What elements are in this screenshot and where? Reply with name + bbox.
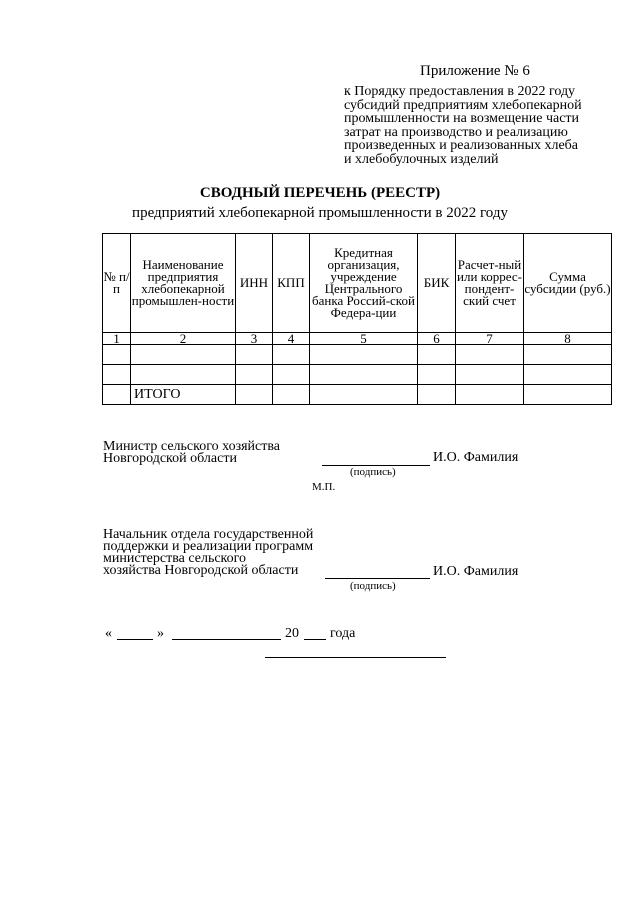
minister-position [103,441,280,465]
table-header-row [103,234,612,333]
appendix-line: затрат на производство и реализацию [344,124,568,140]
header-cell-number: № п/п [103,234,131,333]
appendix-line: и хлебобулочных изделий [344,151,499,167]
header-cell-account: Расчет-ный или коррес-пондент-ский счет [456,234,524,333]
minister-position-line: Министр сельского хозяйства [103,439,280,454]
date-close-quote: » [157,626,164,641]
column-number: 8 [524,333,612,345]
appendix-line: к Порядку предоставления в 2022 году [344,84,576,99]
head-position-line: хозяйства Новгородской области [103,563,299,578]
column-number: 2 [131,333,236,345]
appendix-line: субсидий предприятиям хлебопекарной [344,97,582,113]
minister-name: И.О. Фамилия [433,450,519,465]
total-label: ИТОГО [131,385,236,405]
column-number: 1 [103,333,131,345]
minister-signature-caption: (подпись) [350,466,396,478]
header-cell-amount: Сумма субсидии (руб.) [524,234,612,333]
column-number: 3 [236,333,273,345]
date-day-line [117,639,153,640]
column-number: 4 [273,333,310,345]
header-cell-inn: ИНН [236,234,273,333]
head-signature-caption: (подпись) [350,580,396,592]
appendix-title: Приложение № 6 [420,63,530,79]
head-name: И.О. Фамилия [433,564,519,579]
table-row [103,365,612,385]
column-number: 5 [310,333,418,345]
column-number: 6 [418,333,456,345]
head-position-line: Начальник отдела государственной [103,527,314,542]
appendix-line: промышленности на возмещение части [344,111,580,126]
header-cell-kpp: КПП [273,234,310,333]
appendix-text [344,85,614,166]
column-number-row [103,333,612,345]
column-number: 7 [456,333,524,345]
date-year-line [304,639,326,640]
table-row [103,345,612,365]
head-position [103,529,313,577]
header-cell-name: Наименование предприятия хлебопекарной промышлен-ности [131,234,236,333]
stamp-placeholder: М.П. [312,481,336,493]
header-cell-bik: БИК [418,234,456,333]
registry-table [102,233,612,405]
date-year-suffix: года [330,626,356,641]
date-year-prefix: 20 [285,626,299,641]
total-row [103,385,612,405]
document-title: СВОДНЫЙ ПЕРЕЧЕНЬ (РЕЕСТР) [199,185,441,201]
head-position-line: поддержки и реализации программ [103,539,314,554]
document-subtitle: предприятий хлебопекарной промышленности в 2022 году [132,205,508,221]
appendix-line: произведенных и реализованных хлеба [344,138,579,153]
date-open-quote: « [105,626,112,641]
bottom-signature-line [265,657,446,658]
header-cell-bank: Кредитная организация, учреждение Центрального банка Россий-ской Федера-ции [310,234,418,333]
date-month-line [172,639,281,640]
minister-position-line: Новгородской области [103,451,237,466]
head-position-line: министерства сельского [103,551,247,566]
head-signature-line [325,578,430,579]
